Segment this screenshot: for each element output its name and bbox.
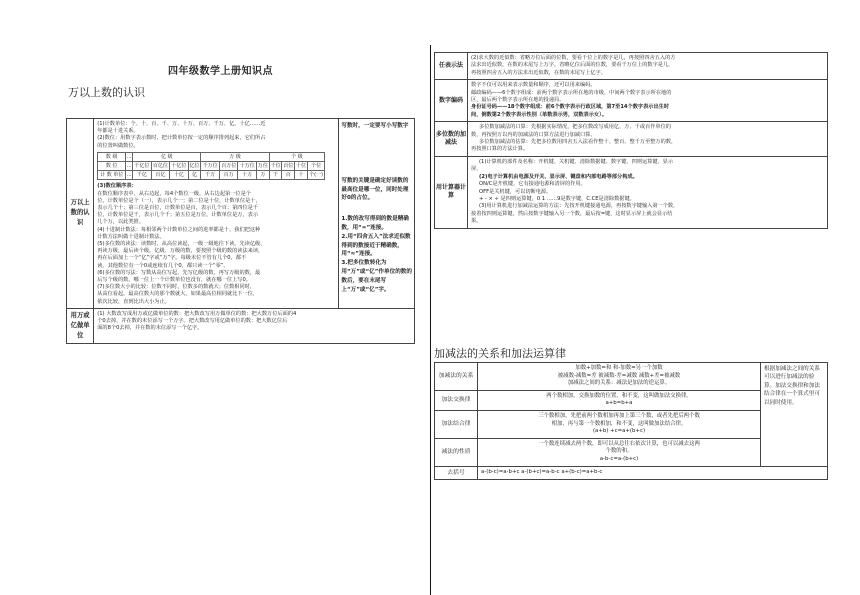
note-text: 1.数的改写得到的数是精确数，用“=”连接。 <box>341 216 409 231</box>
place-cell: 数 级 <box>98 152 126 161</box>
place-cell: 十位 <box>296 163 307 170</box>
place-cell: 个位 <box>307 162 324 171</box>
text-line: ON/C是开机键，它有接通电源和清屏的作用。 <box>479 181 586 188</box>
text-line: 再按照口算的方法计算。 <box>471 146 529 153</box>
text-line: 数，再按照万以内的加减法的口算方法进行加减口算。 <box>471 131 596 138</box>
place-cell: 个 级 <box>269 152 325 161</box>
place-cell: 万 <box>256 171 269 180</box>
row-label-unit-conversion: 用万或亿做单位 <box>67 308 94 343</box>
row-label-large-numbers: 万以上数的认识 <box>67 119 94 309</box>
note-text: 写数时，一定要写小写数字 <box>341 123 409 129</box>
place-cell: 十万 <box>238 171 257 180</box>
text-line: 依次比较，直到比出大小为止。 <box>97 298 170 305</box>
text-line: 加数+加数=和 和-加数=另一个加数 <box>575 365 663 371</box>
text-line: (3)用计算机进行加减法运算的方法：先按开机键接通电源，再按数字键输入第一个数， <box>479 203 679 210</box>
verification-note: 根据加减法之间的关系可以进行加减法的验算。加法交换律和加法结合律在一个算式里可以同时使用。 <box>761 363 828 467</box>
row-label-add-sub-relation: 加减法的关系 <box>435 363 478 391</box>
addition-laws-table <box>434 362 828 480</box>
text-line: (4)十进制计数法：每相邻两个计数单位之间的进率都是十，我们把这种 <box>97 226 261 233</box>
text-line: 几个万，以此类推。 <box>97 219 144 226</box>
text-line: + - × ÷ 是四则运算键，0 1 ……9是数字键，C.CE是清除数据键。 <box>479 195 635 202</box>
place-cell: 百亿位 <box>152 163 168 170</box>
place-cell: 计 数 单位 <box>98 171 126 180</box>
text-line: 法求出近似数，在数的末尾写上万字。省略亿位后面的位数，要看千万位上的数字是几， <box>471 62 674 69</box>
subtraction-property-content <box>478 438 761 466</box>
place-cell: 亿 级 <box>133 152 201 161</box>
formula: a+b=b+a <box>605 400 633 407</box>
number-topics-table <box>434 52 828 229</box>
place-cell: 亿位 <box>189 163 200 170</box>
section-heading-addition-laws: 加减法的关系和加法运算律 <box>434 347 566 360</box>
text-line: (3)数位顺序表： <box>97 183 137 190</box>
text-line: (1)计算机的部件及名称：开机键、关机键、清除数据键、数字键、四则运算键、显示 <box>479 158 674 165</box>
text-line: 间，倒数第2个数字表示性别（单数表示男，双数表示女）。 <box>471 111 607 118</box>
text-line: (2)电子计算机由电源及开关、显示屏、键盘和内部电路等部分构成。 <box>479 173 638 180</box>
text-line: 面的8个0去掉，并在数的末位添写一个亿字。 <box>97 325 203 332</box>
text-line: 一个数连续减去两个数，即可以从总往右依次计算，也可以减去这两 <box>538 440 700 447</box>
place-cell: 十亿 <box>170 171 189 180</box>
remove-brackets-content <box>478 466 828 479</box>
note-text: 3.把多位数转化为用“万”或“亿”作单位的数的数后，要在末尾写上“万”或“亿”字。 <box>341 260 412 293</box>
text-line: 屏。 <box>471 166 482 173</box>
row-label-multidigit-add-sub: 多位数的加减法 <box>435 122 468 157</box>
text-line: 再在后面加上一个“亿”字或“万”字。每级末位不管有几个0，都不 <box>97 255 247 262</box>
row-label-subtraction-property: 减法的性质 <box>435 438 478 466</box>
add-sub-relation-content <box>478 363 761 391</box>
place-cell: 十万位 <box>239 163 255 170</box>
place-cell: 百万位 <box>221 163 237 170</box>
row-label-number-coding: 数字编码 <box>435 80 468 122</box>
text-line: 年都是十进关系。 <box>97 128 139 135</box>
text-line: 位，计数单位是个（一），表示几个一；第二位是十位，计数单位是十， <box>97 197 261 204</box>
place-cell: 千万 <box>201 171 220 180</box>
note-text: 写数的关键是确定好读数的最高位是哪一位，同时处理好0的占位。 <box>341 177 409 202</box>
note-text: 2.用“四舍五入”法求近似数得到的数接近于精确数，用“≈”连接。 <box>341 233 411 258</box>
text-line: 计数方法叫做十进制计数法。 <box>97 233 165 240</box>
page-title: 四年级数学上册知识点 <box>168 66 273 77</box>
text-line: (6)多位数的写法：写数从高位写起，先写亿级的数，再写万级的数，最 <box>97 269 261 276</box>
place-cell: 十亿位 <box>171 163 187 170</box>
text-line: 两个数相加，交换加数的位置，和不变，这叫做加法交换律。 <box>546 392 692 399</box>
approximation-content <box>468 53 828 80</box>
text-line: 身份证号码——18个数字组成：前6个数字表示行政区域，第7至14个数字表示出生时 <box>471 104 670 111</box>
associative-law-content <box>478 410 761 438</box>
place-cell: … <box>126 153 132 160</box>
row-label-associative-law: 加法结合律 <box>435 410 478 438</box>
place-cell: 个(一) <box>309 172 324 179</box>
text-line: 从高位看起，最高位数大的那个数就大，如果最高位相同就比下一位， <box>97 291 259 298</box>
text-line: 个数的和。 <box>605 448 633 455</box>
text-line: (2)求大数的近似数：省略万位后面的位数，要看千位上的数字是几，再按照四舍五入的方 <box>471 55 676 61</box>
text-line: (7)多位数大小的比较：位数不同时，位数多的数就大；位数相同时， <box>97 284 256 291</box>
section-heading-large-numbers: 万以上数的认识 <box>68 86 145 99</box>
text-line: 区，最后两个数字表示所在地的投递局。 <box>471 97 565 104</box>
text-line: 数字不仅可以用来表示数量和顺序，还可以用来编码。 <box>471 82 596 89</box>
text-line: 后写个级的数，哪一位上一个计数单位也没有，就在哪一位上写0。 <box>97 277 251 284</box>
place-cell: 千亿位 <box>134 163 150 170</box>
row-label-remove-brackets: 去括号 <box>435 466 478 479</box>
text-line: (1)计数单位：个、十、百、千、万、十万、百万、千万、亿、十亿……近 <box>97 121 266 127</box>
text-line: 邮政编码——6个数字组成：前两个数字表示所在地的市级，中间两个数字表示所在地的 <box>471 89 672 96</box>
place-cell: 千位 <box>270 163 281 170</box>
place-cell: 百位 <box>283 163 294 170</box>
column-divider <box>430 45 431 595</box>
commutative-law-content <box>478 390 761 410</box>
text-line: 多位数加减法的口算：先根据实际情况，把多位数改写成用亿、万、千或百作单位的 <box>479 124 671 131</box>
large-numbers-table <box>66 118 415 344</box>
text-line: 读。其他数位有一个0或连续有几个0，都只读一个“零”。 <box>97 262 229 269</box>
text-line: 表示几个十；第三位是百位，计数单位是百，表示几个百；第四位是千 <box>97 205 259 212</box>
text-line: 再按照四舍五入的方法求出近似数，在数的末尾写上亿字。 <box>471 69 606 76</box>
unit-conversion-content <box>94 308 415 343</box>
text-line: 接着按四则运算键，然后按数字键输入另一个数，最后按=键，这时显示屏上就会显示结 <box>471 210 673 217</box>
place-cell: 数 位 <box>98 162 126 171</box>
text-line: (2)数位：用数字表示数时，把计数单位按一定的顺序排列起来，它们所占 <box>97 135 266 142</box>
place-cell: 万 级 <box>201 152 269 161</box>
place-cell: 千 <box>269 171 282 180</box>
text-line: 在数位顺序表中，从右边起，每4个数位一级。从右边起第一位是个 <box>97 190 251 197</box>
place-cell: 百 <box>282 171 295 180</box>
place-cell: 千万位 <box>202 163 218 170</box>
text-line: 果。 <box>471 218 482 225</box>
text-line: OFF是关机键，可以切断电源。 <box>479 188 552 195</box>
text-line: 个0去掉，并在数的末位添写一个万字。把大数改写用亿做单位的数：把大数亿位后 <box>97 318 288 325</box>
text-line: 被减数-减数=差 被减数-差=减数 减数+差=被减数 <box>557 372 681 379</box>
text-line: 位，计数单位是千，表示几个千；第五位是万位，计数单位是万，表示 <box>97 212 259 219</box>
text-line: (5)多位数的读法：读数时，从高位读起，一级一级地往下读。先读亿级， <box>97 241 266 248</box>
number-coding-content <box>468 80 828 122</box>
place-cell: … <box>126 163 132 170</box>
formula: (a+b) +c=a+(b+c) <box>592 428 646 435</box>
place-cell: … <box>126 172 132 179</box>
formula: a-(b-c)=a-b+c a-(b+c)=a-b-c a+(b-c)=a+b-c <box>481 468 603 475</box>
text-line: 加减法之间的关系：减法是加法的逆运算。 <box>567 380 671 387</box>
multidigit-add-sub-content <box>468 122 828 157</box>
large-numbers-content <box>94 119 339 309</box>
text-line: 再读万级，最后读个级。亿级、万级的数，要按照个级的数的读法来读， <box>97 248 264 255</box>
place-cell: 千亿 <box>133 171 152 180</box>
row-label-approximation: 任表示法 <box>435 53 468 80</box>
place-cell: 亿 <box>188 171 201 180</box>
text-line: (1) 大数改写成用万或亿做单位的数：把大数改写用万做单位的数：把大数万位后面的4 <box>97 310 297 317</box>
row-label-calculator: 用计算器计算 <box>435 156 468 228</box>
text-line: 三个数相加，先把前两个数相加再加上第三个数，或者先把后两个数 <box>538 412 700 419</box>
place-cell: 万位 <box>257 163 268 170</box>
place-cell: 百亿 <box>151 171 170 180</box>
text-line: 相加，再与第一个数相加，和不变，这叫做加法结合律。 <box>551 420 687 427</box>
formula: a-b-c=a-(b+c) <box>599 455 639 462</box>
place-cell: 十 <box>295 171 308 180</box>
calculator-content <box>468 156 828 228</box>
side-notes <box>339 119 415 309</box>
text-line: 的位置叫做数位。 <box>97 142 139 149</box>
place-value-table <box>97 152 325 181</box>
text-line: 多位数加减法的估算：先把多位数用四舍五入法看作整十、整百、整千万至整万的数， <box>479 139 677 146</box>
row-label-commutative-law: 加法交换律 <box>435 390 478 410</box>
place-cell: 百万 <box>219 171 238 180</box>
